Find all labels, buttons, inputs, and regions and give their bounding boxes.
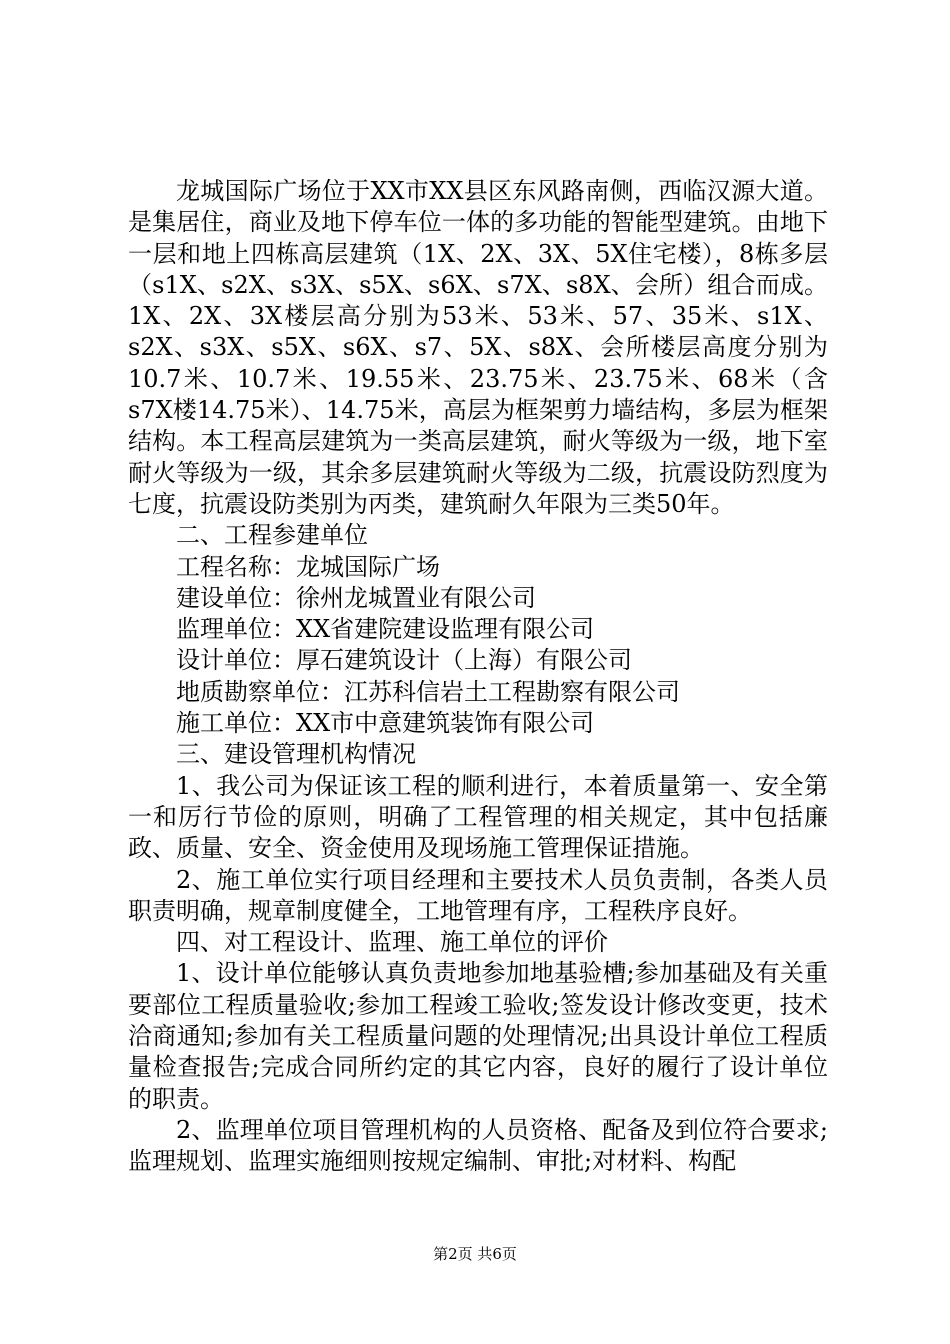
line-project-name: 工程名称：龙城国际广场 xyxy=(176,552,440,581)
line-contractor-unit: 施工单位：XX市中意建筑装饰有限公司 xyxy=(176,709,595,738)
line-supervision-unit: 监理单位：XX省建院建设监理有限公司 xyxy=(176,615,595,644)
paragraph-evaluation-2: 2、监理单位项目管理机构的人员资格、配备及到位符合要求;监理规划、监理实施细则按规定编制、审批;对材料、构配 xyxy=(128,1115,828,1176)
heading-participating-units: 二、工程参建单位 xyxy=(176,521,368,550)
paragraph-management-1: 1、我公司为保证该工程的顺利进行，本着质量第一、安全第一和厉行节俭的原则，明确了工程管理的相关规定，其中包括廉政、质量、安全、资金使用及现场施工管理保证措施。 xyxy=(128,771,828,863)
heading-evaluation: 四、对工程设计、监理、施工单位的评价 xyxy=(176,928,608,957)
heading-management-structure: 三、建设管理机构情况 xyxy=(176,740,416,769)
page-footer: 第2页 共6页 xyxy=(433,1245,517,1263)
paragraph-management-2: 2、施工单位实行项目经理和主要技术人员负责制，各类人员职责明确，规章制度健全，工地管理有序，工程秩序良好。 xyxy=(128,865,828,925)
paragraph-project-overview: 龙城国际广场位于XX市XX县区东风路南侧，西临汉源大道。是集居住，商业及地下停车位一体的多功能的智能型建筑。由地下一层和地上四栋高层建筑（1X、2X、3X、5X住宅楼），8栋多层（s1X、s2X、s3X、s5X、s6X、s7X、s8X、会所）组合而成。1X、2X、3X楼层高分别为53米、53米、57、35米、s1X、s2X、s3X、s5X、s6X、s7、5X、s8X、会所楼层高度分别为10.7米、10.7米、19.55米、23.75米、23.75米、68米（含s7X楼14.75米）、14.75米，高层为框架剪力墙结构，多层为框架结构。本工程高层建筑为一类高层建筑，耐火等级为一级，地下室耐火等级为一级，其余多层建筑耐火等级为二级，抗震设防烈度为七度，抗震设防类别为丙类，建筑耐久年限为三类50年。 xyxy=(128,177,828,518)
paragraph-evaluation-1: 1、设计单位能够认真负责地参加地基验槽;参加基础及有关重要部位工程质量验收;参加工程竣工验收;签发设计修改变更，技术洽商通知;参加有关工程质量问题的处理情况;出具设计单位工程质量检查报告;完成合同所约定的其它内容，良好的履行了设计单位的职责。 xyxy=(128,959,828,1113)
line-design-unit: 设计单位：厚石建筑设计（上海）有限公司 xyxy=(176,646,632,675)
document-body xyxy=(128,176,828,1178)
line-construction-unit: 建设单位：徐州龙城置业有限公司 xyxy=(176,583,536,612)
line-survey-unit: 地质勘察单位：江苏科信岩土工程勘察有限公司 xyxy=(176,677,680,706)
